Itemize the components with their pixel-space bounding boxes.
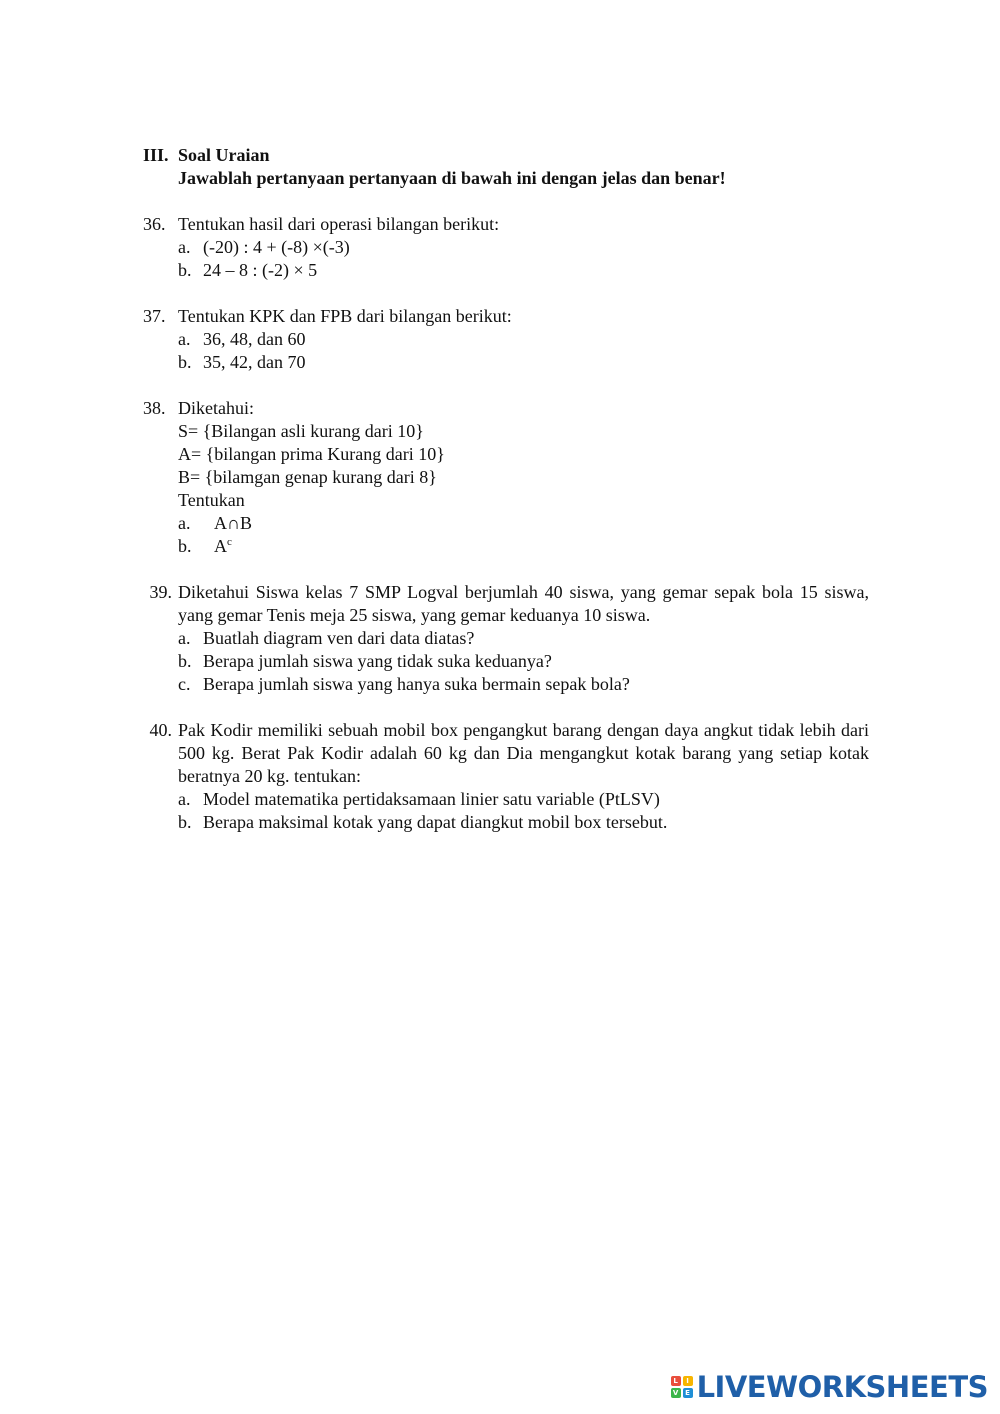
- essay-section: [143, 144, 869, 834]
- option-text: Berapa jumlah siswa yang hanya suka bermain sepak bola?: [203, 674, 630, 694]
- option-b: [178, 259, 869, 282]
- section-header: [143, 144, 869, 190]
- question-text: Diketahui Siswa kelas 7 SMP Logval berjumlah 40 siswa, yang gemar sepak bola 15 siswa, yang gemar Tenis meja 25 siswa, yang gemar keduanya 10 siswa.: [178, 582, 869, 625]
- option-text: 24 – 8 : (-2) × 5: [203, 260, 318, 280]
- option-b: [178, 650, 869, 673]
- option-c: [178, 673, 869, 696]
- option-text: Buatlah diagram ven dari data diatas?: [203, 628, 475, 648]
- section-number: III.: [143, 145, 169, 165]
- option-a: [178, 328, 869, 351]
- task-label: Tentukan: [178, 490, 245, 510]
- question-number: 36.: [143, 214, 166, 234]
- question-number: 37.: [143, 306, 166, 326]
- option-text: Berapa maksimal kotak yang dapat diangkut mobil box tersebut.: [203, 812, 668, 832]
- question-37: [143, 305, 869, 374]
- option-b: [178, 351, 869, 374]
- logo-mark-l: L: [671, 1376, 681, 1386]
- option-text: A∩B: [214, 513, 253, 533]
- question-text: Tentukan KPK dan FPB dari bilangan berikut:: [178, 306, 512, 326]
- question-number: 39.: [149, 582, 172, 602]
- logo-text: LIVEWORKSHEETS: [696, 1370, 988, 1404]
- logo-mark-e: E: [683, 1388, 693, 1398]
- option-label: b.: [178, 260, 192, 280]
- option-label: a.: [178, 789, 191, 809]
- set-complement-base: A: [214, 536, 227, 556]
- question-36: [143, 213, 869, 282]
- option-text: (-20) : 4 + (-8) ×(-3): [203, 237, 350, 257]
- logo-mark-v: V: [671, 1388, 681, 1398]
- question-39: [143, 581, 869, 696]
- option-b: [178, 535, 869, 558]
- set-s-definition: S= {Bilangan asli kurang dari 10}: [178, 421, 424, 441]
- set-a-definition: A= {bilangan prima Kurang dari 10}: [178, 444, 445, 464]
- complement-superscript: c: [227, 536, 232, 548]
- option-label: a.: [178, 237, 191, 257]
- option-text: [214, 535, 232, 558]
- option-a: [178, 627, 869, 650]
- option-label: a.: [178, 513, 191, 533]
- option-label: a.: [178, 329, 191, 349]
- question-text: Diketahui:: [178, 398, 254, 418]
- option-b: [178, 811, 869, 834]
- option-text: Model matematika pertidaksamaan linier satu variable (PtLSV): [203, 789, 660, 809]
- logo-mark-i: I: [683, 1376, 693, 1386]
- option-text: 36, 48, dan 60: [203, 329, 306, 349]
- liveworksheets-logo[interactable]: [671, 1370, 988, 1404]
- option-label: b.: [178, 536, 192, 556]
- option-text: Berapa jumlah siswa yang tidak suka keduanya?: [203, 651, 552, 671]
- liveworksheets-logo-icon: [671, 1376, 693, 1398]
- question-40: [143, 719, 869, 834]
- option-label: b.: [178, 651, 192, 671]
- option-label: a.: [178, 628, 191, 648]
- section-title: Soal Uraian: [178, 145, 270, 165]
- option-label: b.: [178, 812, 192, 832]
- question-text: Tentukan hasil dari operasi bilangan berikut:: [178, 214, 500, 234]
- set-b-definition: B= {bilamgan genap kurang dari 8}: [178, 467, 437, 487]
- option-label: c.: [178, 674, 191, 694]
- option-label: b.: [178, 352, 192, 372]
- question-text: Pak Kodir memiliki sebuah mobil box pengangkut barang dengan daya angkut tidak lebih dari 500 kg. Berat Pak Kodir adalah 60 kg dan Dia mengangkut kotak barang yang setiap kotak beratnya 20 kg. tentukan:: [178, 720, 869, 786]
- option-a: [178, 788, 869, 811]
- option-a: [178, 236, 869, 259]
- question-number: 40.: [149, 720, 172, 740]
- option-a: [178, 512, 869, 535]
- section-instruction: Jawablah pertanyaan pertanyaan di bawah ini dengan jelas dan benar!: [178, 168, 726, 188]
- question-38: [143, 397, 869, 558]
- option-text: 35, 42, dan 70: [203, 352, 306, 372]
- question-number: 38.: [143, 398, 166, 418]
